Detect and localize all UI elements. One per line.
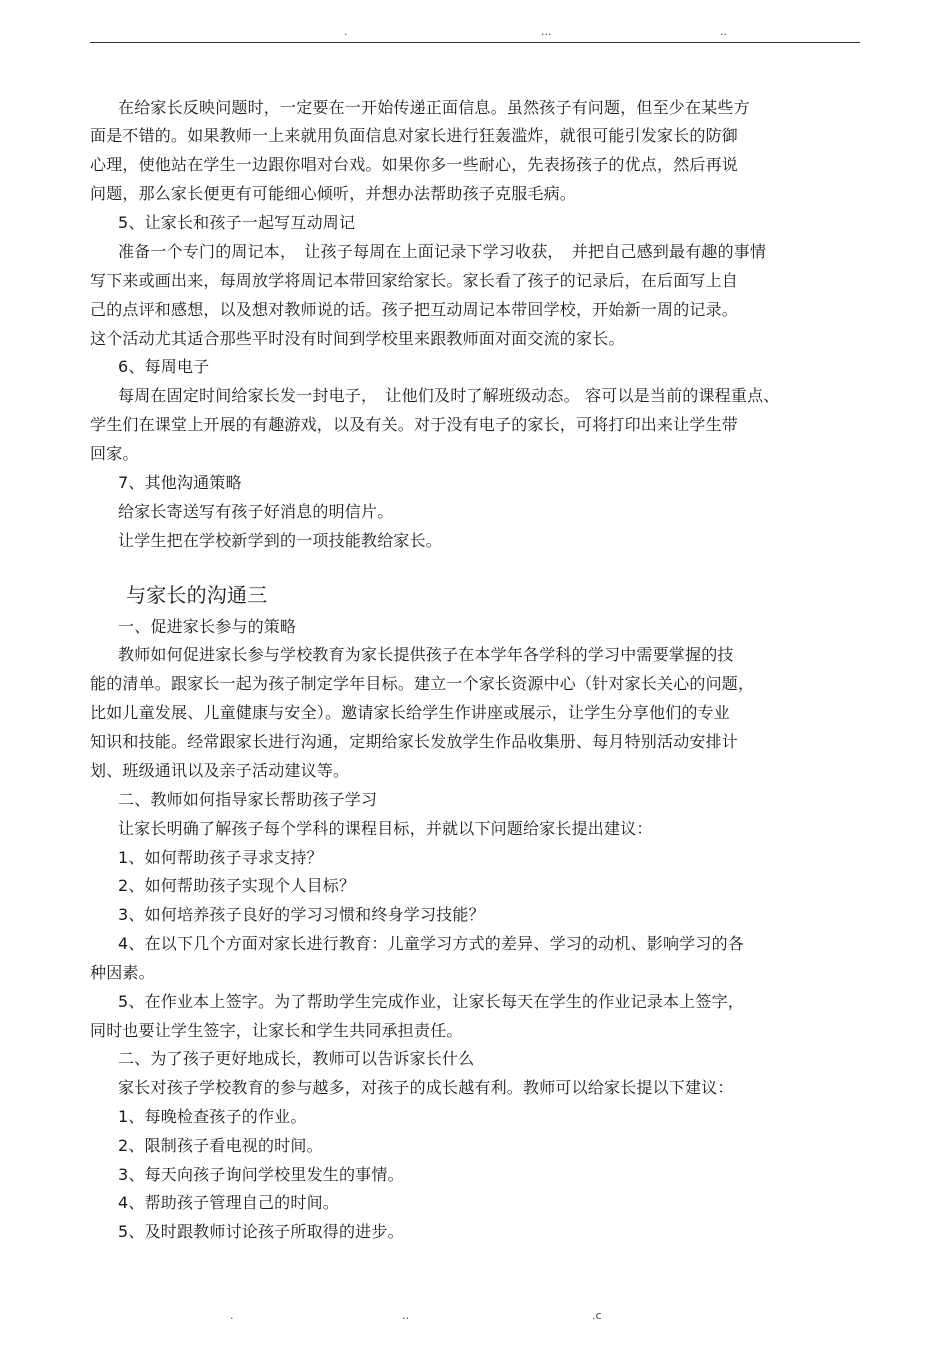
paragraph-line: 学生们在课堂上开展的有趣游戏，以及有关。对于没有电子的家长，可将打印出来让学生带 (90, 415, 739, 434)
document-title: 与家长的沟通三 (126, 583, 268, 607)
paragraph-line: 准备一个专门的周记本， 让孩子每周在上面记录下学习收获， 并把自己感到最有趣的事情 (118, 242, 767, 261)
footer-mark: .c (592, 1309, 602, 1322)
paragraph-line: 种因素。 (90, 963, 155, 982)
header-mark: .. (720, 25, 727, 38)
header-rule (90, 42, 860, 43)
section-heading: 一、促进家长参与的策略 (118, 617, 297, 636)
paragraph-line: 每周在固定时间给家长发一封电子， 让他们及时了解班级动态。 容可以是当前的课程重点、 (118, 386, 780, 405)
paragraph-line: 给家长寄送写有孩子好消息的明信片。 (118, 502, 394, 521)
header-mark: ... (541, 25, 552, 38)
paragraph-line: 让学生把在学校新学到的一项技能教给家长。 (118, 531, 443, 550)
paragraph-line: 回家。 (90, 444, 139, 463)
list-item: 1、每晚检查孩子的作业。 (118, 1107, 307, 1126)
header-mark: . (344, 25, 348, 38)
list-item: 3、每天向孩子询问学校里发生的事情。 (118, 1165, 404, 1184)
list-item: 4、在以下几个方面对家长进行教育：儿童学习方式的差异、学习的动机、影响学习的各 (118, 934, 744, 953)
paragraph-line: 在给家长反映问题时，一定要在一开始传递正面信息。虽然孩子有问题，但至少在某些方 (118, 98, 750, 117)
footer-mark: .. (402, 1309, 409, 1322)
paragraph-line: 能的清单。跟家长一起为孩子制定学年目标。建立一个家长资源中心（针对家长关心的问题， (90, 674, 755, 693)
list-item: 3、如何培养孩子良好的学习习惯和终身学习技能？ (118, 905, 485, 924)
paragraph-line: 写下来或画出来，每周放学将周记本带回家给家长。家长看了孩子的记录后，在后面写上自 (90, 271, 739, 290)
paragraph-line: 划、班级通讯以及亲子活动建议等。 (90, 761, 350, 780)
footer-mark: . (230, 1309, 234, 1322)
list-item: 2、限制孩子看电视的时间。 (118, 1136, 323, 1155)
paragraph-line: 己的点评和感想，以及想对教师说的话。孩子把互动周记本带回学校，开始新一周的记录。 (90, 300, 739, 319)
paragraph-line: 教师如何促进家长参与学校教育为家长提供孩子在本学年各学科的学习中需要掌握的技 (118, 645, 734, 664)
paragraph-line: 这个活动尤其适合那些平时没有时间到学校里来跟教师面对面交流的家长。 (90, 329, 625, 348)
list-item: 1、如何帮助孩子寻求支持？ (118, 848, 323, 867)
list-item: 2、如何帮助孩子实现个人目标？ (118, 876, 356, 895)
paragraph-line: 面是不错的。如果教师一上来就用负面信息对家长进行狂轰滥炸，就很可能引发家长的防御 (90, 126, 739, 145)
paragraph-line: 家长对孩子学校教育的参与越多，对孩子的成长越有利。教师可以给家长提以下建议： (118, 1078, 734, 1097)
paragraph-line: 让家长明确了解孩子每个学科的课程目标，并就以下问题给家长提出建议： (118, 819, 653, 838)
paragraph-line: 比如儿童发展、儿童健康与安全）。邀请家长给学生作讲座或展示，让学生分享他们的专业 (90, 703, 731, 722)
section-heading: 二、教师如何指导家长帮助孩子学习 (118, 790, 378, 809)
paragraph-line: 心理，使他站在学生一边跟你唱对台戏。如果你多一些耐心，先表扬孩子的优点，然后再说 (90, 155, 739, 174)
list-item: 4、帮助孩子管理自己的时间。 (118, 1193, 339, 1212)
section-heading: 5、让家长和孩子一起写互动周记 (118, 213, 356, 232)
paragraph-line: 知识和技能。经常跟家长进行沟通，定期给家长发放学生作品收集册、每月特别活动安排计 (90, 732, 739, 751)
section-heading: 6、每周电子 (118, 357, 210, 376)
list-item: 5、及时跟教师讨论孩子所取得的进步。 (118, 1222, 404, 1241)
section-heading: 二、为了孩子更好地成长，教师可以告诉家长什么 (118, 1049, 475, 1068)
paragraph-line: 同时也要让学生签字，让家长和学生共同承担责任。 (90, 1021, 463, 1040)
section-heading: 7、其他沟通策略 (118, 473, 242, 492)
list-item: 5、在作业本上签字。为了帮助学生完成作业，让家长每天在学生的作业记录本上签字， (118, 992, 744, 1011)
paragraph-line: 问题，那么家长便更有可能细心倾听，并想办法帮助孩子克服毛病。 (90, 184, 577, 203)
